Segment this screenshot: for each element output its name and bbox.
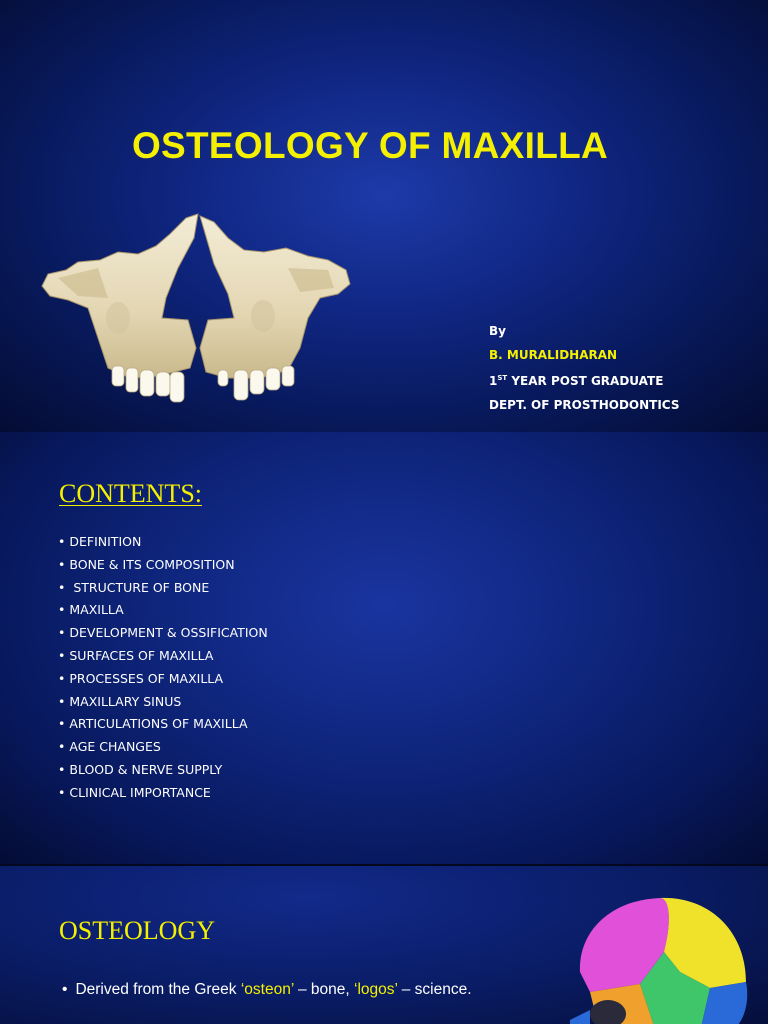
title-slide	[0, 0, 768, 432]
osteology-slide	[0, 866, 768, 1024]
list-item: • CLINICAL IMPORTANCE	[58, 784, 211, 800]
list-item: • DEFINITION	[58, 534, 142, 549]
osteology-title: OSTEOLOGY	[59, 916, 215, 945]
slide-title: OSTEOLOGY OF MAXILLA	[131, 125, 609, 166]
list-item: • AGE CHANGES	[58, 739, 161, 755]
author-name: B. MURALIDHARAN	[489, 347, 618, 362]
list-item: • ARTICULATIONS OF MAXILLA	[58, 716, 248, 732]
contents-title: CONTENTS:	[59, 479, 202, 508]
list-item: • DEVELOPMENT & OSSIFICATION	[58, 625, 268, 641]
list-item: • MAXILLARY SINUS	[58, 693, 182, 709]
list-item: • SURFACES OF MAXILLA	[58, 647, 214, 663]
list-item: • BONE & ITS COMPOSITION	[58, 556, 235, 572]
definition-text: • Derived from the Greek ‘osteon’ – bone, ‘logos’ – science.	[62, 981, 472, 998]
skull-illustration	[560, 892, 760, 1024]
author-block	[489, 320, 679, 417]
author-department: DEPT. OF PROSTHODONTICS	[489, 397, 680, 412]
author-year: 1ST YEAR POST GRADUATE	[489, 374, 664, 388]
author-by-label: By	[489, 324, 506, 338]
contents-list	[58, 531, 268, 805]
contents-slide	[0, 432, 768, 866]
list-item: • MAXILLA	[58, 602, 124, 618]
list-item: • BLOOD & NERVE SUPPLY	[58, 761, 223, 777]
maxilla-bone-image	[38, 208, 358, 408]
list-item: • PROCESSES OF MAXILLA	[58, 670, 224, 686]
list-item: • STRUCTURE OF BONE	[58, 579, 210, 595]
